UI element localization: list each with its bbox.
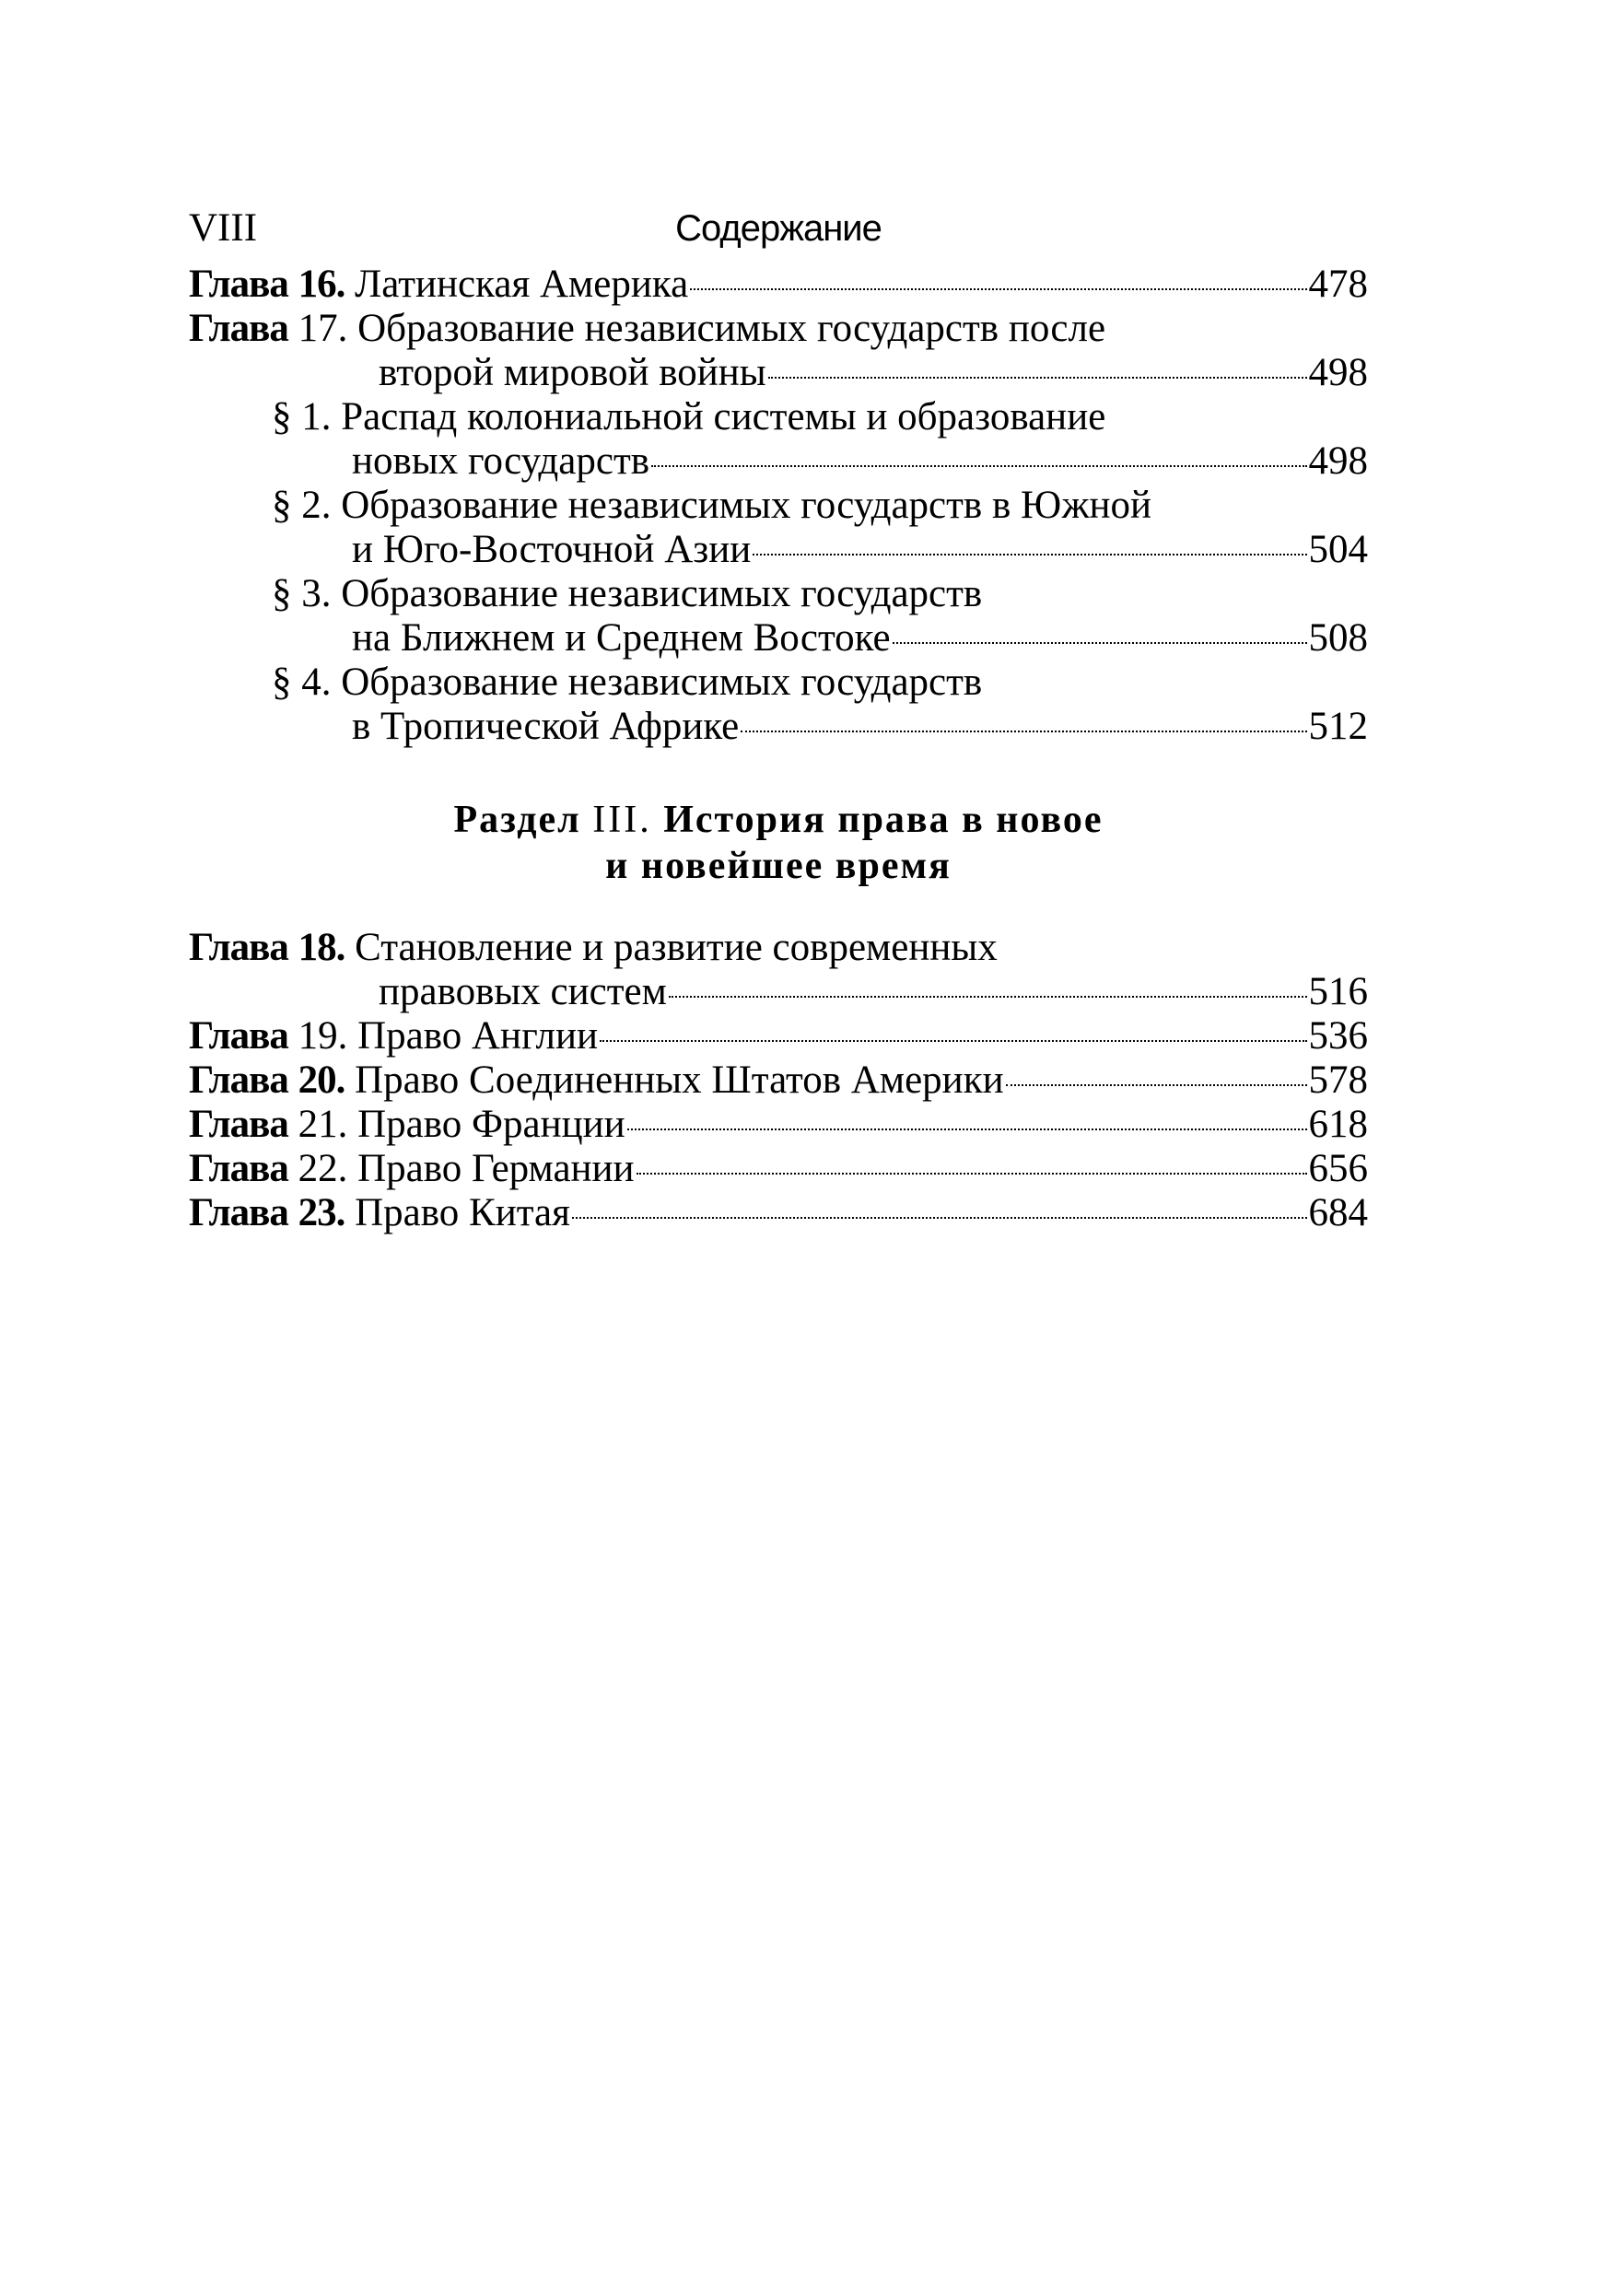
section-heading: [189, 797, 1368, 889]
toc-entry-chapter-17: [189, 307, 1368, 351]
toc-entry-chapter-20: [189, 1058, 1368, 1103]
chapter-number: 18.: [298, 926, 345, 969]
toc-entry-section-2: [189, 484, 1368, 528]
dot-leader: [637, 1173, 1307, 1175]
page-number: 578: [1308, 1058, 1368, 1102]
chapter-number: 20.: [298, 1058, 345, 1102]
chapter-label: Глава: [189, 1147, 288, 1190]
page-number: 536: [1308, 1014, 1368, 1058]
chapter-label: Глава: [189, 307, 288, 350]
toc-block-part2: [189, 263, 1368, 749]
section-mark: § 1.: [272, 395, 332, 439]
section-title: Образование независимых государств в Южной: [341, 484, 1151, 527]
page-number: 508: [1308, 616, 1368, 660]
page-number: 618: [1308, 1103, 1368, 1146]
chapter-label: Глава: [189, 1058, 288, 1102]
running-title: Содержание: [675, 208, 882, 249]
running-head: [189, 201, 1368, 256]
section-heading-line-1: [189, 797, 1368, 843]
dot-leader: [627, 1128, 1307, 1130]
section-title-cont: в Тропической Африке: [352, 705, 740, 748]
section-mark: § 3.: [272, 572, 332, 615]
chapter-title-cont: правовых систем: [379, 970, 667, 1013]
toc-entry-section-4: [189, 661, 1368, 705]
toc-entry-section-4-cont: [189, 705, 1368, 749]
dot-leader: [1006, 1084, 1307, 1086]
chapter-title: Образование независимых государств после: [357, 307, 1106, 350]
section-title: Образование независимых государств: [341, 661, 983, 704]
dot-leader: [600, 1040, 1306, 1042]
section-title: Распад колониальной системы и образование: [341, 395, 1106, 439]
chapter-number: 23.: [298, 1191, 345, 1234]
page-number: 516: [1308, 970, 1368, 1013]
toc-entry-chapter-21: [189, 1103, 1368, 1147]
chapter-title-cont: второй мировой войны: [379, 351, 766, 394]
toc-entry-section-3: [189, 572, 1368, 616]
toc-entry-chapter-23: [189, 1191, 1368, 1235]
toc-entry-chapter-22: [189, 1147, 1368, 1191]
chapter-title: Латинская Америка: [355, 263, 689, 306]
dot-leader: [690, 288, 1306, 290]
chapter-title: Право Китая: [355, 1191, 570, 1234]
chapter-title: Право Соединенных Штатов Америки: [355, 1058, 1004, 1102]
chapter-label: Глава: [189, 1014, 288, 1058]
chapter-title: Право Франции: [357, 1103, 625, 1146]
toc-block-part3: [189, 926, 1368, 1235]
dot-leader: [753, 554, 1306, 555]
dot-leader: [893, 642, 1307, 644]
chapter-number: 16.: [298, 263, 345, 306]
dot-leader: [572, 1217, 1307, 1219]
toc-entry-section-2-cont: [189, 528, 1368, 572]
chapter-number: 22.: [298, 1147, 348, 1190]
toc-entry-chapter-16: [189, 263, 1368, 307]
section-title: Образование независимых государств: [341, 572, 983, 615]
page-number: 504: [1308, 528, 1368, 571]
dot-leader: [651, 465, 1306, 467]
page-number: 498: [1308, 351, 1368, 394]
dot-leader: [669, 996, 1307, 998]
toc-entry-chapter-18-cont: [189, 970, 1368, 1014]
section-prefix: Раздел: [453, 799, 581, 841]
chapter-number: 17.: [298, 307, 348, 350]
toc-entry-section-3-cont: [189, 616, 1368, 661]
section-title-cont: и Юго-Восточной Азии: [352, 528, 752, 571]
toc-entry-chapter-18: [189, 926, 1368, 970]
section-title-cont: новых государств: [352, 439, 650, 483]
page-folio: VIII: [189, 206, 258, 250]
dot-leader: [741, 731, 1306, 732]
section-title-cont: на Ближнем и Среднем Востоке: [352, 616, 891, 660]
chapter-label: Глава: [189, 926, 288, 969]
section-title: История права в новое: [663, 799, 1104, 841]
page-number: 478: [1308, 263, 1368, 306]
section-mark: § 4.: [272, 661, 332, 704]
page-number: 512: [1308, 705, 1368, 748]
toc-entry-chapter-17-cont: [189, 351, 1368, 395]
page-number: 684: [1308, 1191, 1368, 1234]
toc-entry-section-1-cont: [189, 439, 1368, 484]
chapter-title: Право Германии: [357, 1147, 635, 1190]
section-mark: § 2.: [272, 484, 332, 527]
chapter-title: Право Англии: [357, 1014, 599, 1058]
chapter-number: 21.: [298, 1103, 348, 1146]
dot-leader: [768, 377, 1307, 379]
chapter-number: 19.: [298, 1014, 348, 1058]
page-number: 656: [1308, 1147, 1368, 1190]
chapter-title: Становление и развитие современных: [355, 926, 998, 969]
toc-entry-section-1: [189, 395, 1368, 439]
chapter-label: Глава: [189, 1103, 288, 1146]
section-roman-number: III.: [592, 799, 652, 841]
page-number: 498: [1308, 439, 1368, 483]
toc-entry-chapter-19: [189, 1014, 1368, 1058]
section-heading-line-2: и новейшее время: [605, 845, 952, 887]
chapter-label: Глава: [189, 1191, 288, 1234]
chapter-label: Глава: [189, 263, 288, 306]
